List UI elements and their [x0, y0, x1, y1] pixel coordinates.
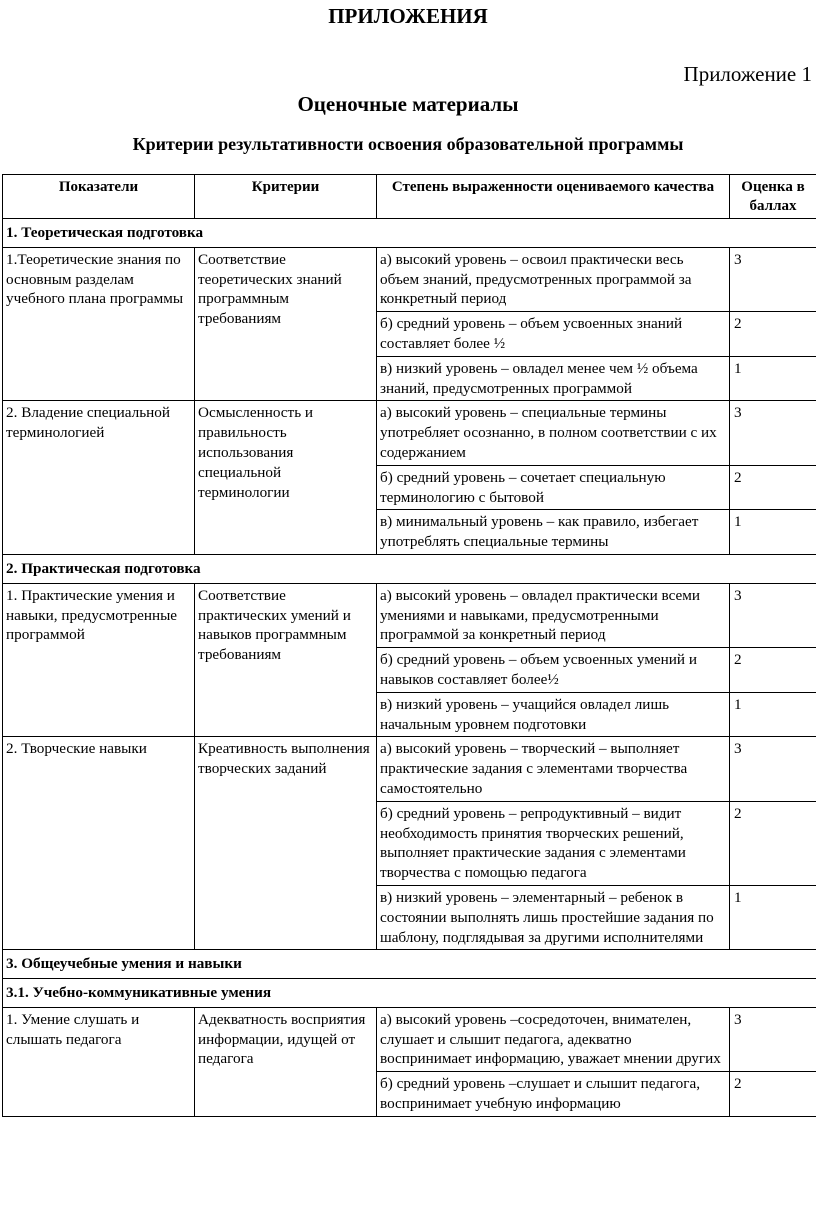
header-score: Оценка в баллах	[730, 175, 816, 219]
score-cell: 1	[730, 692, 816, 737]
score-cell: 3	[730, 583, 816, 647]
score-cell: 1	[730, 510, 816, 555]
section-row	[3, 554, 816, 583]
level-cell: а) высокий уровень –сосредоточен, внимателен, слушает и слышит педагога, адекватно воспринимает информацию, уважает мнении других	[377, 1007, 730, 1071]
header-indicators: Показатели	[3, 175, 195, 219]
score-cell: 1	[730, 885, 816, 949]
document-title: Оценочные материалы	[297, 92, 519, 116]
level-cell: б) средний уровень – объем усвоенных знаний составляет более ½	[377, 312, 730, 357]
level-cell: в) низкий уровень – учащийся овладел лишь начальным уровнем подготовки	[377, 692, 730, 737]
criterion-cell: Осмысленность и правильность использования специальной терминологии	[195, 401, 377, 555]
criterion-cell: Адекватность восприятия информации, идущей от педагога	[195, 1007, 377, 1116]
table-row	[3, 1007, 816, 1071]
section-title: 1. Теоретическая подготовка	[3, 219, 816, 248]
indicator-cell: 2. Владение специальной терминологией	[3, 401, 195, 555]
section-title: 2. Практическая подготовка	[3, 554, 816, 583]
level-cell: б) средний уровень –слушает и слышит педагога, воспринимает учебную информацию	[377, 1072, 730, 1117]
score-cell: 3	[730, 401, 816, 465]
score-cell: 2	[730, 312, 816, 357]
subsection-title: 3.1. Учебно-коммуникативные умения	[3, 979, 816, 1008]
level-cell: б) средний уровень – объем усвоенных умений и навыков составляет более½	[377, 648, 730, 693]
score-cell: 1	[730, 356, 816, 401]
level-cell: а) высокий уровень – творческий – выполняет практические задания с элементами творчества самостоятельно	[377, 737, 730, 801]
document-subtitle: Критерии результативности освоения образовательной программы	[132, 134, 684, 154]
level-cell: б) средний уровень – репродуктивный – видит необходимость принятия творческих решений, выполняет практические задания с элементами творчества с помощью педагога	[377, 801, 730, 885]
table-row	[3, 583, 816, 647]
table-row	[3, 401, 816, 465]
level-cell: в) низкий уровень – овладел менее чем ½ объема знаний, предусмотренных программой	[377, 356, 730, 401]
section-title: 3. Общеучебные умения и навыки	[3, 950, 816, 979]
score-cell: 2	[730, 648, 816, 693]
indicator-cell: 1. Практические умения и навыки, предусмотренные программой	[3, 583, 195, 737]
criterion-cell: Соответствие практических умений и навыков программным требованиям	[195, 583, 377, 737]
score-cell: 2	[730, 465, 816, 510]
score-cell: 3	[730, 247, 816, 311]
score-cell: 2	[730, 1072, 816, 1117]
score-cell: 3	[730, 1007, 816, 1071]
document-heading: ПРИЛОЖЕНИЯ	[328, 4, 488, 28]
table-header-row	[3, 175, 816, 219]
indicator-cell: 1.Теоретические знания по основным разделам учебного плана программы	[3, 247, 195, 401]
score-cell: 3	[730, 737, 816, 801]
criterion-cell: Креативность выполнения творческих заданий	[195, 737, 377, 950]
header-criteria: Критерии	[195, 175, 377, 219]
appendix-label: Приложение 1	[683, 62, 812, 86]
section-row	[3, 219, 816, 248]
section-row	[3, 950, 816, 979]
indicator-cell: 1. Умение слушать и слышать педагога	[3, 1007, 195, 1116]
section-row	[3, 979, 816, 1008]
level-cell: а) высокий уровень – овладел практически всеми умениями и навыками, предусмотренными программой за конкретный период	[377, 583, 730, 647]
level-cell: б) средний уровень – сочетает специальную терминологию с бытовой	[377, 465, 730, 510]
table-row	[3, 247, 816, 311]
header-degree: Степень выраженности оцениваемого качества	[377, 175, 730, 219]
indicator-cell: 2. Творческие навыки	[3, 737, 195, 950]
criterion-cell: Соответствие теоретических знаний программным требованиям	[195, 247, 377, 401]
level-cell: а) высокий уровень – специальные термины употребляет осознанно, в полном соответствии с их содержанием	[377, 401, 730, 465]
level-cell: а) высокий уровень – освоил практически весь объем знаний, предусмотренных программой за конкретный период	[377, 247, 730, 311]
level-cell: в) низкий уровень – элементарный – ребенок в состоянии выполнять лишь простейшие задания по шаблону, подглядывая за другими исполнителями	[377, 885, 730, 949]
criteria-table	[2, 174, 816, 1117]
table-row	[3, 737, 816, 801]
level-cell: в) минимальный уровень – как правило, избегает употреблять специальные термины	[377, 510, 730, 555]
score-cell: 2	[730, 801, 816, 885]
